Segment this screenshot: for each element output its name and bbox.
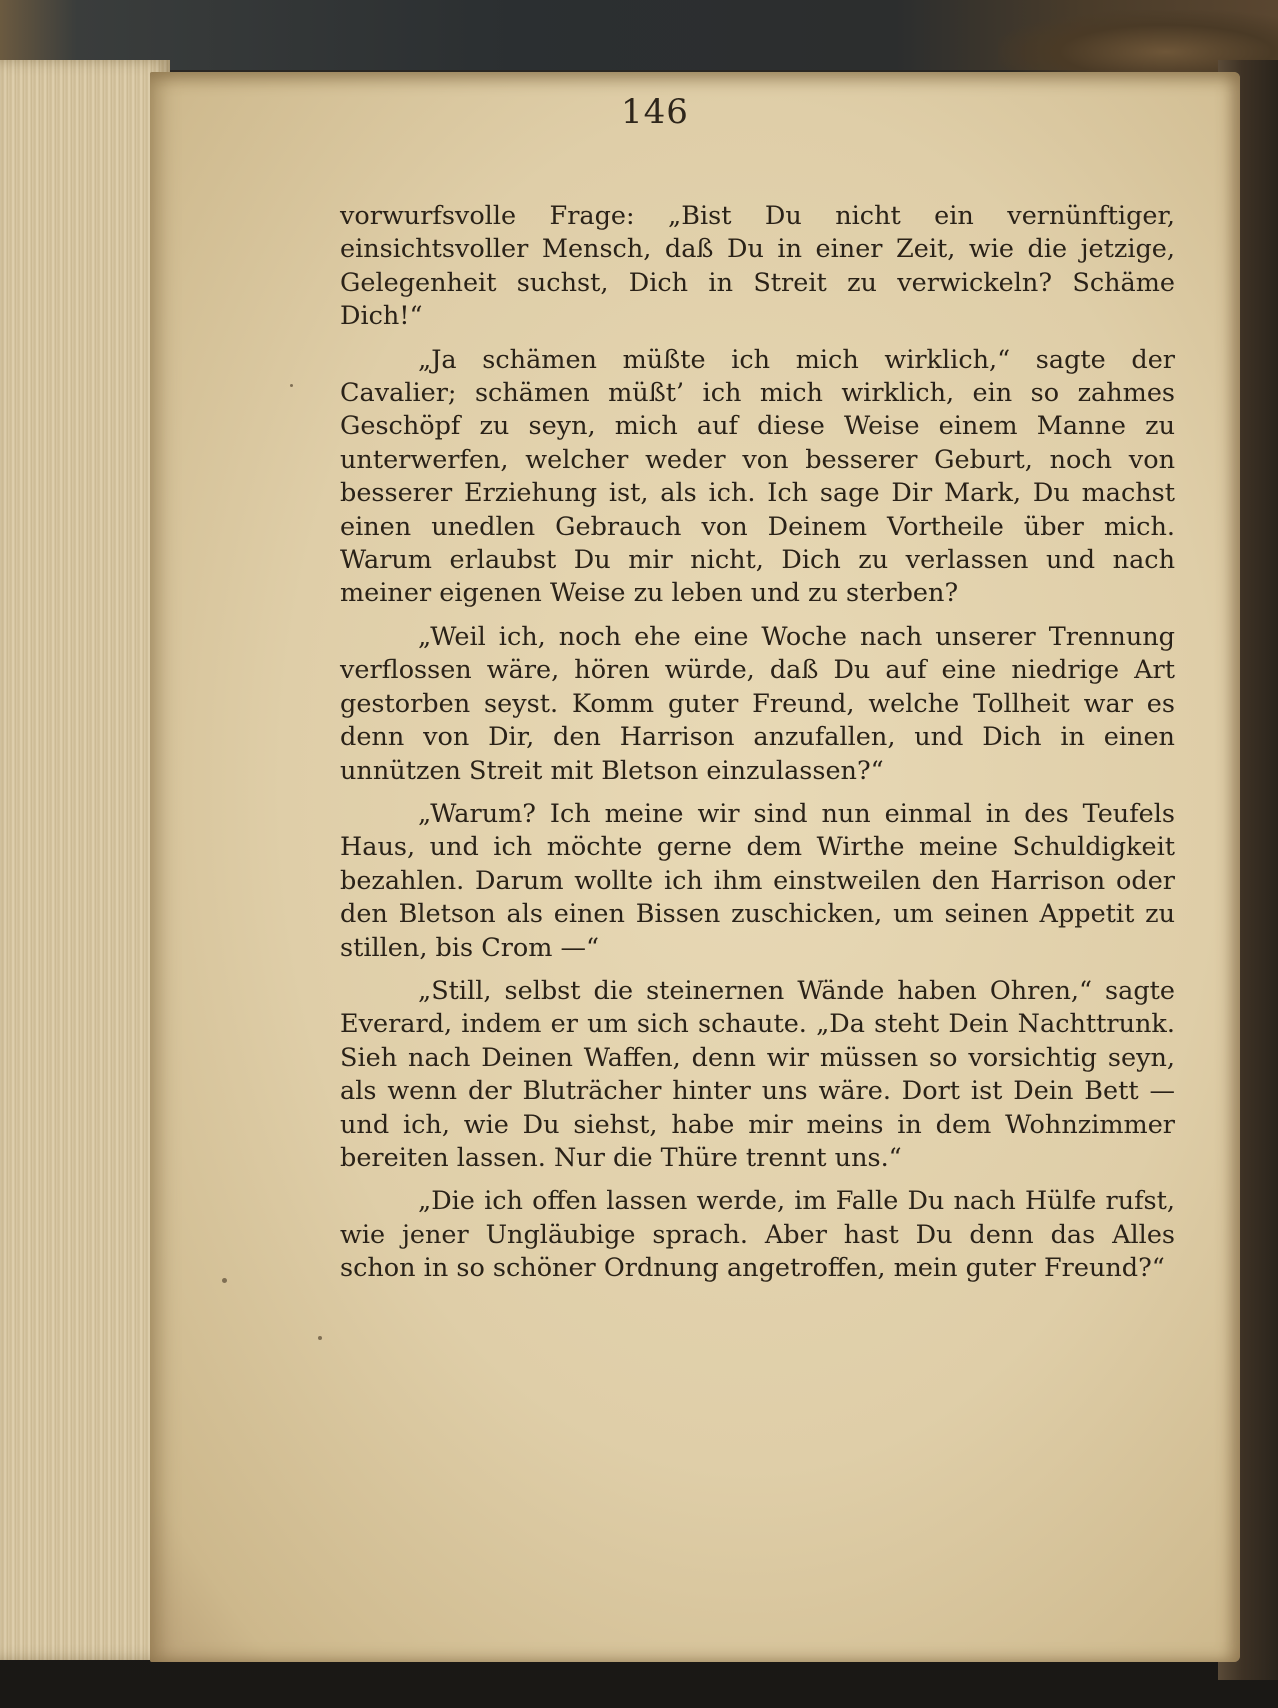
paragraph: „Warum? Ich meine wir sind nun einmal in des Teufels Haus, und ich möchte gerne dem Wirthe meine Schuldigkeit bezahlen. Darum wollte ich ihm einstweilen den Harrison oder den Bletson als einen Bissen zuschicken, um seinen Appetit zu stillen, bis Crom —“ <box>340 798 1175 963</box>
paper-speck <box>222 1278 227 1283</box>
paper-speck <box>318 1336 322 1340</box>
background-cover-strip <box>0 0 1278 70</box>
page-number: 146 <box>621 92 689 132</box>
paragraph: vorwurfsvolle Frage: „Bist Du nicht ein vernünftiger, einsichtsvoller Mensch, daß Du in einer Zeit, wie die jetzige, Gelegenheit suchst, Dich in Streit zu verwickeln? Schäme Dich!“ <box>340 201 1175 332</box>
page-edges <box>0 60 170 1660</box>
paragraph: „Still, selbst die steinernen Wände haben Ohren,“ sagte Everard, indem er um sich schaute. „Da steht Dein Nachttrunk. Sieh nach Deinen Waffen, denn wir müssen so vorsichtig seyn, als wenn der Bluträcher hinter uns wäre. Dort ist Dein Bett — und ich, wie Du siehst, habe mir meins in dem Wohnzimmer bereiten lassen. Nur die Thüre trennt uns.“ <box>340 975 1175 1173</box>
paragraph: „Weil ich, noch ehe eine Woche nach unserer Trennung verflossen wäre, hören würde, daß Du auf eine niedrige Art gestorben seyst. Komm guter Freund, welche Tollheit war es denn von Dir, den Harrison anzufallen, und Dich in einen unnützen Streit mit Bletson einzulassen?“ <box>340 621 1175 786</box>
paper-speck <box>290 384 293 387</box>
paragraph: „Ja schämen müßte ich mich wirklich,“ sagte der Cavalier; schämen müßt’ ich mich wirklich, ein so zahmes Geschöpf zu seyn, mich auf diese Weise einem Manne zu unterwerfen, welcher weder von besserer Geburt, noch von besserer Erziehung ist, als ich. Ich sage Dir Mark, Du machst einen unedlen Gebrauch von Deinem Vortheile über mich. Warum erlaubst Du mir nicht, Dich zu verlassen und nach meiner eigenen Weise zu leben und zu sterben? <box>340 344 1175 609</box>
page-text <box>340 200 1175 1296</box>
paragraph: „Die ich offen lassen werde, im Falle Du nach Hülfe rufst, wie jener Ungläubige sprach. Aber hast Du denn das Alles schon in so schöner Ordnung angetroffen, mein guter Freund?“ <box>340 1186 1175 1284</box>
